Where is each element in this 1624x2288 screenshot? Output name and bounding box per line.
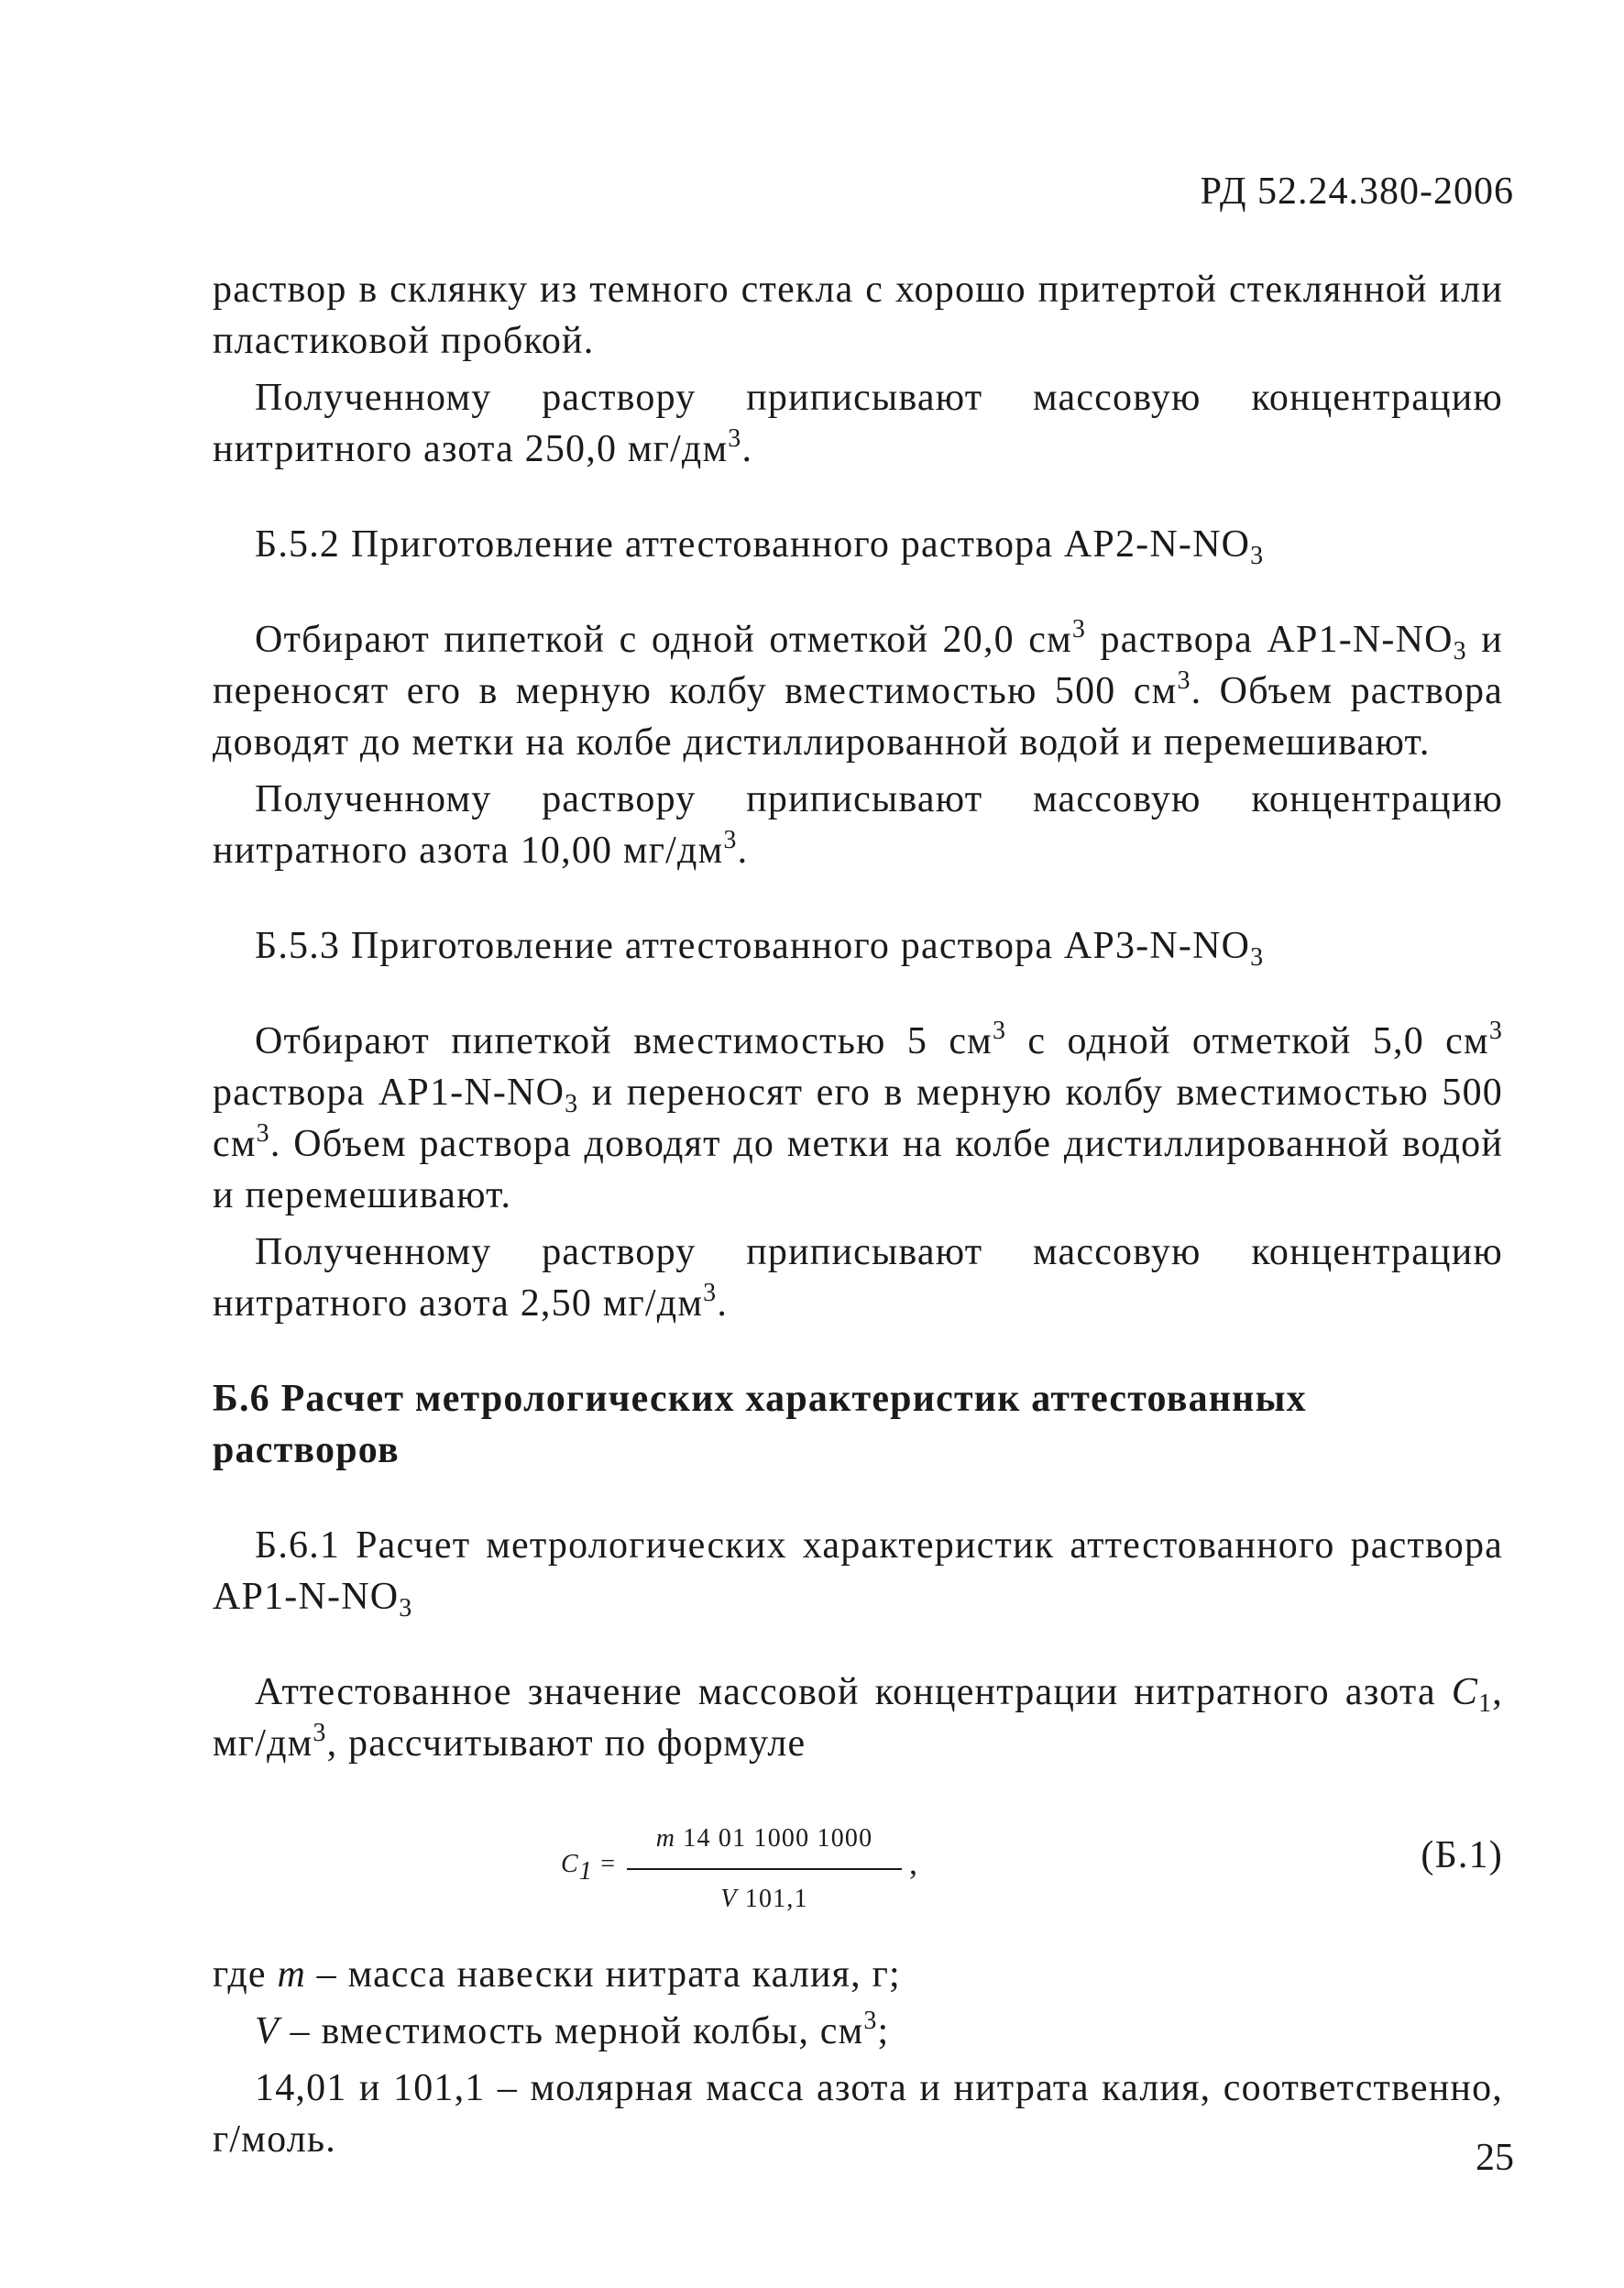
paragraph-formula-intro: Аттестованное значение массовой концентрации нитратного азота $C_1$, $мг/дм^3$, рассчитывают по формуле bbox=[213, 1671, 1503, 1765]
paragraph-ar2-concentration: Полученному раствору приписывают массовую концентрацию нитратного азота 10,00 $мг/дм^3$. bbox=[213, 778, 1503, 872]
formula-fraction bbox=[627, 1813, 902, 1925]
section-b61-title: Б.6.1 Расчет метрологических характеристик аттестованного раствора $АР1-N-NO_3$ bbox=[213, 1524, 1503, 1622]
where-line-molar-mass: 14,01 и 101,1 – молярная масса азота и нитрата калия, соответственно, г/моль. bbox=[213, 2067, 1503, 2161]
paragraph-ar3-preparation: Отбирают пипеткой вместимостью 5 $см^3$ с одной отметкой 5,0 $см^3$ раствора $АР1-N-NO_3$ и переносят его в мерную колбу вместимостью 500 $см^3$. Объем раствора доводят до метки на колбе дистиллированной водой и перемешивают. bbox=[213, 1017, 1504, 1216]
paragraph-continuation: раствор в склянку из темного стекла с хорошо притертой стеклянной или пластиковой пробкой. bbox=[213, 269, 1503, 362]
where-line-m: где m – масса навески нитрата калия, г; bbox=[213, 1953, 901, 1996]
formula-comma: , bbox=[909, 1844, 919, 1881]
formula-lhs: $C_1$ = bbox=[561, 1850, 617, 1886]
paragraph-nitrite-concentration: Полученному раствору приписывают массовую концентрацию нитритного азота 250,0 $мг/дм^3$. bbox=[213, 377, 1503, 470]
where-line-v: V – вместимость мерной колбы, $см^3$; bbox=[255, 2007, 890, 2052]
section-b6-heading: Б.6 Расчет метрологических характеристик аттестованных растворов bbox=[213, 1378, 1307, 1471]
section-b53-title: Б.5.3 Приготовление аттестованного раствора $АР3-N-NO_3$ bbox=[255, 925, 1265, 972]
equation-number: (Б.1) bbox=[1421, 1834, 1503, 1876]
formula-b1 bbox=[213, 1813, 1503, 1913]
paragraph-ar2-preparation: Отбирают пипеткой с одной отметкой 20,0 $см^3$ раствора $АР1-N-NO_3$ и переносят его в мерную колбу вместимостью 500 $см^3$. Объем раствора доводят до метки на колбе дистиллированной водой и перемешивают. bbox=[213, 615, 1503, 764]
formula-denominator: V 101,1 bbox=[720, 1885, 808, 1913]
paragraph-ar3-concentration: Полученному раствору приписывают массовую концентрацию нитратного азота 2,50 $мг/дм^3$. bbox=[213, 1231, 1503, 1325]
page-number: 25 bbox=[1476, 2137, 1514, 2179]
page-body bbox=[213, 264, 1503, 2165]
document-code-header: РД 52.24.380-2006 bbox=[1200, 170, 1514, 213]
formula-numerator: m 14 01 1000 1000 bbox=[627, 1813, 902, 1870]
section-b52-title: Б.5.2 Приготовление аттестованного раствора $АР2-N-NO_3$ bbox=[255, 523, 1265, 570]
